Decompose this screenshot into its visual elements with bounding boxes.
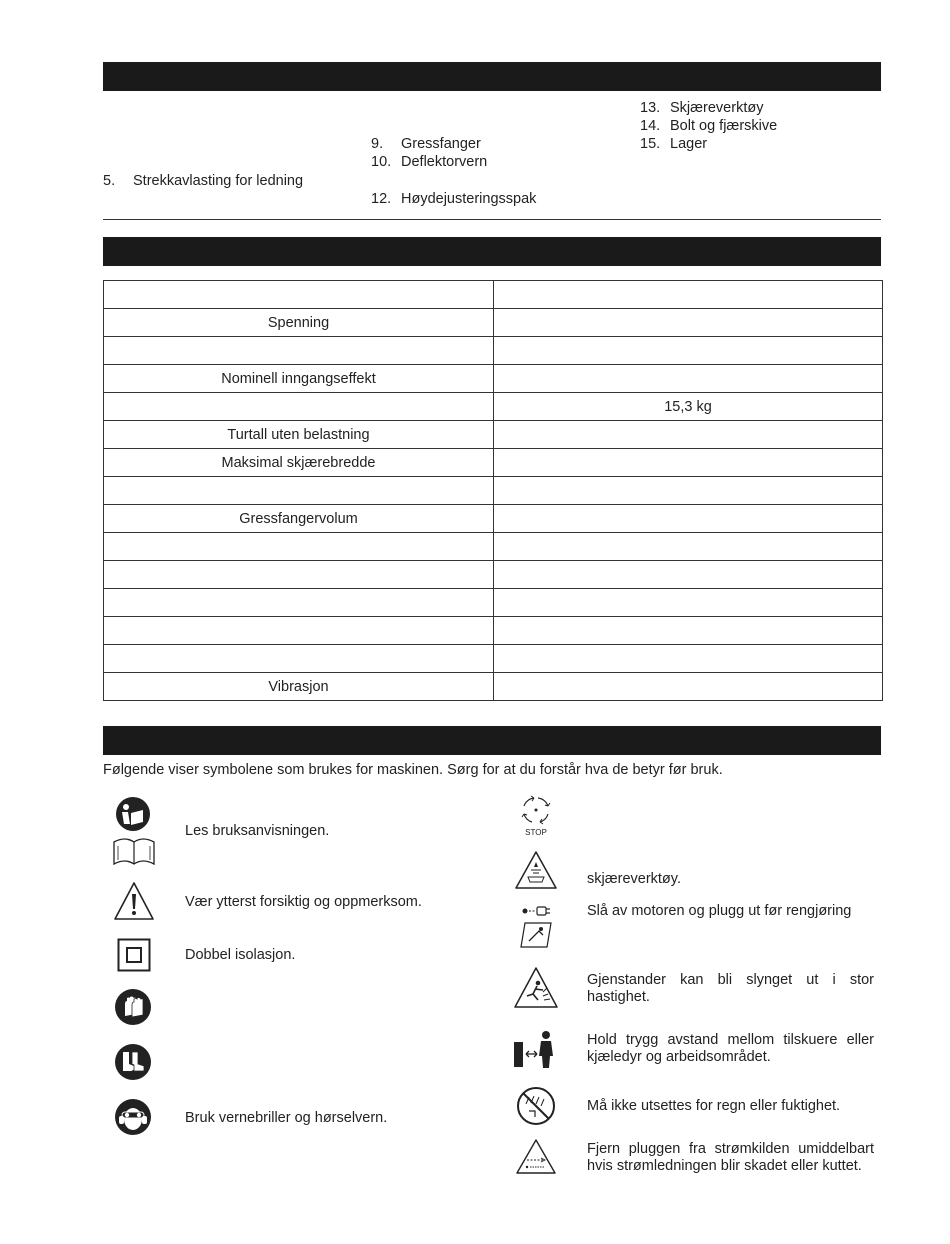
cord-text: Fjern pluggen fra strømkilden umiddelbart hvis strømledningen blir skadet eller kuttet.: [587, 1141, 874, 1174]
table-row: [104, 673, 883, 701]
table-row: [104, 337, 883, 365]
safety-boots-icon: [114, 1043, 152, 1081]
spec-value: [494, 561, 883, 589]
section-header-bar-parts: [103, 62, 881, 91]
spec-value: [494, 589, 883, 617]
spec-label: Spenning: [104, 309, 494, 337]
spec-value: [494, 309, 883, 337]
double-insulation-icon: [117, 938, 151, 972]
table-row: [104, 281, 883, 309]
double-insulation-text: Dobbel isolasjon.: [185, 947, 296, 963]
specifications-table: [103, 280, 883, 701]
spec-value: [494, 365, 883, 393]
parts-divider: [103, 219, 881, 220]
table-row: [104, 309, 883, 337]
blade-text: skjæreverktøy.: [587, 871, 681, 887]
spec-value: [494, 337, 883, 365]
part-item: 14. Bolt og fjærskive: [640, 118, 778, 134]
gloves-icon: [114, 988, 152, 1026]
table-row: [104, 589, 883, 617]
spec-label: [104, 617, 494, 645]
unplug-text: Slå av motoren og plugg ut før rengjøring: [587, 903, 852, 919]
part-item: 13. Skjæreverktøy: [640, 100, 764, 116]
no-rain-icon: [515, 1085, 557, 1127]
table-row: [104, 561, 883, 589]
part-item: 12. Høydejusteringsspak: [371, 191, 537, 207]
section-header-bar-symbols: [103, 726, 881, 755]
spec-value: [494, 421, 883, 449]
spec-label: Turtall uten belastning: [104, 421, 494, 449]
part-item: 9. Gressfanger: [371, 136, 481, 152]
rain-text: Må ikke utsettes for regn eller fuktighet.: [587, 1098, 841, 1114]
spec-label: Maksimal skjærebredde: [104, 449, 494, 477]
caution-text: Vær ytterst forsiktig og oppmerksom.: [185, 894, 422, 910]
table-row: [104, 393, 883, 421]
table-row: [104, 477, 883, 505]
spec-value: [494, 645, 883, 673]
spec-value: [494, 281, 883, 309]
thrown-objects-icon: [513, 966, 559, 1010]
distance-text: Hold trygg avstand mellom tilskuere eller kjæledyr og arbeidsområdet.: [587, 1032, 874, 1065]
table-row: [104, 365, 883, 393]
spec-value: [494, 477, 883, 505]
goggles-text: Bruk vernebriller og hørselvern.: [185, 1110, 388, 1126]
section-header-bar-specifications: [103, 237, 881, 266]
unplug-cleaning-icon: [517, 905, 555, 949]
table-row: [104, 645, 883, 673]
spec-label: [104, 477, 494, 505]
spec-label: [104, 281, 494, 309]
blade-stop-icon: [516, 794, 556, 838]
part-item: 10. Deflektorvern: [371, 154, 488, 170]
spec-label: Nominell inngangseffekt: [104, 365, 494, 393]
table-row: [104, 505, 883, 533]
spec-label: [104, 337, 494, 365]
spec-label: [104, 561, 494, 589]
spec-label: [104, 645, 494, 673]
spec-value: [494, 533, 883, 561]
part-item: 15. Lager: [640, 136, 708, 152]
spec-value: 15,3 kg: [494, 393, 883, 421]
spec-value: [494, 449, 883, 477]
table-row: [104, 533, 883, 561]
spec-label: [104, 393, 494, 421]
table-row: [104, 617, 883, 645]
warning-triangle-icon: [112, 880, 156, 922]
thrown-objects-text: Gjenstander kan bli slynget ut i stor hastighet.: [587, 972, 874, 1005]
spec-label: Gressfangervolum: [104, 505, 494, 533]
keep-distance-icon: [513, 1030, 559, 1070]
part-item: 5. Strekkavlasting for ledning: [103, 173, 304, 189]
manual-text: Les bruksanvisningen.: [185, 823, 330, 839]
table-row: [104, 421, 883, 449]
damaged-cord-icon: [515, 1138, 557, 1176]
spec-label: [104, 589, 494, 617]
blade-hazard-icon: [514, 850, 558, 890]
spec-label: [104, 533, 494, 561]
spec-value: [494, 505, 883, 533]
read-manual-icon: [111, 796, 157, 868]
symbols-intro: Følgende viser symbolene som brukes for maskinen. Sørg for at du forstår hva de betyr før bruk.: [103, 762, 723, 778]
spec-value: [494, 673, 883, 701]
table-row: [104, 449, 883, 477]
goggles-ear-protection-icon: [114, 1098, 152, 1136]
spec-value: [494, 617, 883, 645]
spec-label: Vibrasjon: [104, 673, 494, 701]
stop-label: STOP: [525, 828, 547, 837]
